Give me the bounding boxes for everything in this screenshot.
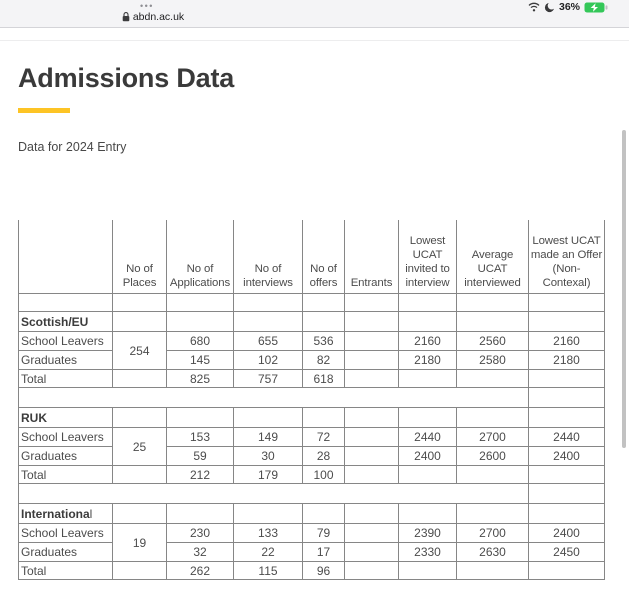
empty-cell: [529, 408, 605, 428]
cell-offers: 100: [303, 466, 345, 484]
vertical-scrollbar[interactable]: [622, 130, 626, 448]
cell-average_ucat: [457, 562, 529, 580]
spacer-cell: [457, 294, 529, 312]
spacer-cell: [345, 388, 399, 408]
spacer-cell: [457, 388, 529, 408]
cell-average_ucat: 2580: [457, 351, 529, 370]
moon-icon: [544, 2, 555, 13]
cell-average_ucat: 2700: [457, 524, 529, 543]
cell-offers: 79: [303, 524, 345, 543]
cell-places: [113, 466, 167, 484]
empty-cell: [167, 504, 234, 524]
cell-lowest_ucat_interview: 2400: [399, 447, 457, 466]
cell-lowest_ucat_offer: [529, 562, 605, 580]
column-header-1: No of Places: [113, 220, 167, 294]
empty-cell: [113, 408, 167, 428]
cell-row-label: Graduates: [19, 543, 113, 562]
column-header-0: [19, 220, 113, 294]
cell-row-label: Graduates: [19, 351, 113, 370]
cell-lowest_ucat_offer: 2440: [529, 428, 605, 447]
cell-average_ucat: 2560: [457, 332, 529, 351]
table-header-row: [19, 220, 605, 294]
column-header-3: No of interviews: [234, 220, 303, 294]
cell-applications: 59: [167, 447, 234, 466]
cell-offers: 17: [303, 543, 345, 562]
cell-lowest_ucat_interview: 2390: [399, 524, 457, 543]
empty-cell: [234, 504, 303, 524]
cell-row-label: Total: [19, 466, 113, 484]
cell-entrants: [345, 332, 399, 351]
cell-offers: 536: [303, 332, 345, 351]
page-title: Admissions Data: [18, 63, 235, 93]
cell-lowest_ucat_interview: 2330: [399, 543, 457, 562]
page-subtitle: Data for 2024 Entry: [18, 140, 127, 154]
cell-interviews: 30: [234, 447, 303, 466]
empty-cell: [529, 504, 605, 524]
cell-entrants: [345, 447, 399, 466]
cell-interviews: 757: [234, 370, 303, 388]
empty-cell: [303, 504, 345, 524]
table-row: [19, 524, 605, 543]
cell-entrants: [345, 524, 399, 543]
cell-offers: 72: [303, 428, 345, 447]
empty-cell: [345, 408, 399, 428]
column-header-8: Lowest UCAT made an Offer (Non-Contexal): [529, 220, 605, 294]
battery-charging-icon: [584, 2, 608, 13]
total-row: [19, 466, 605, 484]
spacer-cell: [113, 484, 167, 504]
empty-cell: [457, 408, 529, 428]
spacer-cell: [529, 294, 605, 312]
cell-applications: 153: [167, 428, 234, 447]
section-label-bold: Scottish/EU: [21, 314, 89, 329]
cell-lowest_ucat_interview: [399, 562, 457, 580]
cell-section-label: [19, 312, 113, 332]
empty-cell: [303, 408, 345, 428]
empty-cell: [167, 408, 234, 428]
cell-entrants: [345, 562, 399, 580]
empty-cell: [113, 312, 167, 332]
cell-applications: 230: [167, 524, 234, 543]
cell-lowest_ucat_offer: 2180: [529, 351, 605, 370]
spacer-cell: [399, 484, 457, 504]
cell-interviews: 655: [234, 332, 303, 351]
table-row: [19, 351, 605, 370]
total-row: [19, 370, 605, 388]
empty-cell: [234, 312, 303, 332]
cell-row-label: School Leavers: [19, 428, 113, 447]
wifi-icon: [528, 2, 540, 12]
table-row: [19, 428, 605, 447]
cell-places: [113, 370, 167, 388]
spacer-cell: [399, 294, 457, 312]
table-row: [19, 543, 605, 562]
spacer-cell: [19, 484, 113, 504]
section-label-bold: RUK: [21, 410, 47, 425]
cell-lowest_ucat_offer: 2160: [529, 332, 605, 351]
cell-interviews: 133: [234, 524, 303, 543]
cell-interviews: 22: [234, 543, 303, 562]
cell-lowest_ucat_offer: [529, 466, 605, 484]
cell-entrants: [345, 466, 399, 484]
status-icons: [528, 1, 608, 13]
empty-cell: [399, 504, 457, 524]
cell-entrants: [345, 543, 399, 562]
empty-cell: [303, 312, 345, 332]
spacer-cell: [303, 388, 345, 408]
column-header-2: No of Applications: [167, 220, 234, 294]
cell-interviews: 115: [234, 562, 303, 580]
toolbar-divider: [0, 40, 629, 41]
cell-row-label: Graduates: [19, 447, 113, 466]
empty-cell: [457, 312, 529, 332]
table-container: [18, 220, 629, 580]
spacer-cell: [345, 294, 399, 312]
spacer-cell: [303, 294, 345, 312]
spacer-cell: [234, 388, 303, 408]
cell-lowest_ucat_interview: [399, 466, 457, 484]
section-label-bold: Internationa: [21, 506, 90, 521]
cell-row-label: School Leavers: [19, 332, 113, 351]
cell-row-label: Total: [19, 370, 113, 388]
cell-offers: 96: [303, 562, 345, 580]
empty-cell: [113, 504, 167, 524]
cell-applications: 212: [167, 466, 234, 484]
section-spacer-row: [19, 484, 605, 504]
cell-average_ucat: 2600: [457, 447, 529, 466]
empty-cell: [234, 408, 303, 428]
spacer-cell: [19, 294, 113, 312]
cell-row-label: School Leavers: [19, 524, 113, 543]
cell-section-label: [19, 504, 113, 524]
spacer-cell: [167, 294, 234, 312]
cell-lowest_ucat_offer: [529, 370, 605, 388]
column-header-4: No of offers: [303, 220, 345, 294]
section-row: [19, 312, 605, 332]
column-header-7: Average UCAT interviewed: [457, 220, 529, 294]
column-header-5: Entrants: [345, 220, 399, 294]
cell-lowest_ucat_interview: 2160: [399, 332, 457, 351]
empty-cell: [399, 408, 457, 428]
address-url: abdn.ac.uk: [132, 11, 185, 23]
cell-average_ucat: [457, 466, 529, 484]
browser-chrome: [0, 0, 629, 28]
cell-entrants: [345, 351, 399, 370]
battery-percent-label: 36%: [558, 1, 580, 13]
title-accent-bar: [18, 108, 70, 113]
table-row: [19, 447, 605, 466]
spacer-cell: [113, 388, 167, 408]
cell-places: 19: [113, 524, 167, 562]
cell-lowest_ucat_offer: 2400: [529, 524, 605, 543]
spacer-cell: [113, 294, 167, 312]
empty-cell: [399, 312, 457, 332]
spacer-cell: [399, 388, 457, 408]
section-row: [19, 504, 605, 524]
spacer-cell: [457, 484, 529, 504]
lock-icon: [122, 12, 130, 22]
spacer-cell: [167, 388, 234, 408]
column-header-6: Lowest UCAT invited to interview: [399, 220, 457, 294]
empty-cell: [529, 312, 605, 332]
cell-lowest_ucat_offer: 2450: [529, 543, 605, 562]
cell-average_ucat: [457, 370, 529, 388]
spacer-cell: [234, 484, 303, 504]
cell-interviews: 149: [234, 428, 303, 447]
cell-average_ucat: 2630: [457, 543, 529, 562]
cell-interviews: 179: [234, 466, 303, 484]
cell-offers: 618: [303, 370, 345, 388]
tab-overflow-button[interactable]: •••: [140, 1, 154, 11]
address-bar[interactable]: [0, 11, 306, 23]
cell-offers: 28: [303, 447, 345, 466]
spacer-cell: [529, 484, 605, 504]
cell-places: [113, 562, 167, 580]
spacer-cell: [529, 388, 605, 408]
cell-places: 254: [113, 332, 167, 370]
admissions-table: [18, 220, 605, 580]
admissions-table-body: [19, 220, 605, 580]
empty-cell: [457, 504, 529, 524]
total-row: [19, 562, 605, 580]
cell-applications: 680: [167, 332, 234, 351]
spacer-row: [19, 294, 605, 312]
cell-applications: 145: [167, 351, 234, 370]
cell-row-label: Total: [19, 562, 113, 580]
spacer-cell: [303, 484, 345, 504]
cell-offers: 82: [303, 351, 345, 370]
table-row: [19, 332, 605, 351]
cell-applications: 825: [167, 370, 234, 388]
empty-cell: [345, 504, 399, 524]
cell-lowest_ucat_interview: [399, 370, 457, 388]
cell-lowest_ucat_interview: 2180: [399, 351, 457, 370]
spacer-cell: [19, 388, 113, 408]
cell-applications: 262: [167, 562, 234, 580]
empty-cell: [167, 312, 234, 332]
section-spacer-row: [19, 388, 605, 408]
cell-places: 25: [113, 428, 167, 466]
section-row: [19, 408, 605, 428]
cell-interviews: 102: [234, 351, 303, 370]
spacer-cell: [234, 294, 303, 312]
cell-average_ucat: 2700: [457, 428, 529, 447]
spacer-cell: [167, 484, 234, 504]
empty-cell: [345, 312, 399, 332]
spacer-cell: [345, 484, 399, 504]
cell-applications: 32: [167, 543, 234, 562]
cell-section-label: [19, 408, 113, 428]
cell-lowest_ucat_offer: 2400: [529, 447, 605, 466]
cell-entrants: [345, 370, 399, 388]
cell-entrants: [345, 428, 399, 447]
section-label-tail: l: [89, 506, 93, 521]
cell-lowest_ucat_interview: 2440: [399, 428, 457, 447]
